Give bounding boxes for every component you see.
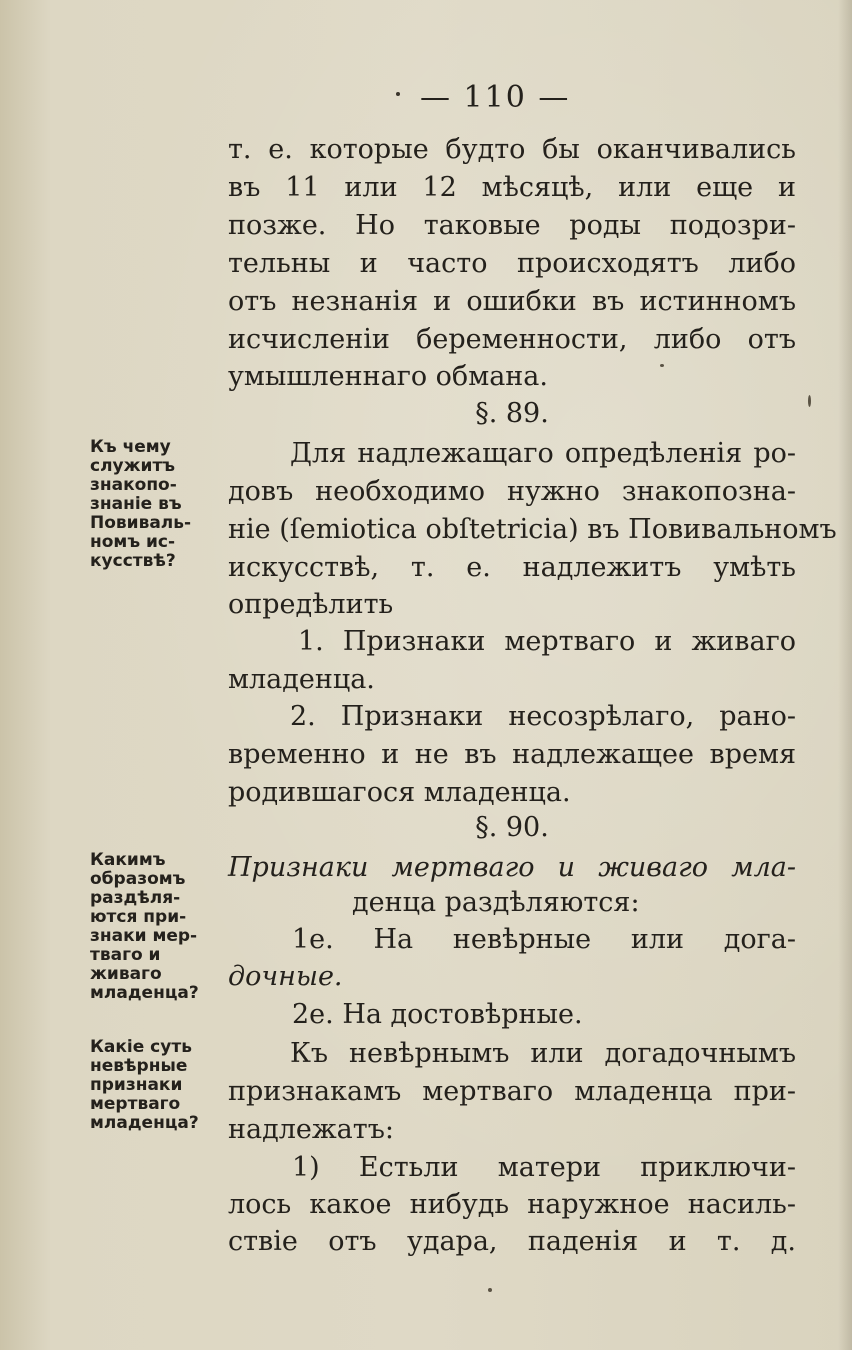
text-line: 1е. На невѣрные или догa- — [292, 924, 796, 955]
marginal-note-line: раздѣля- — [90, 888, 181, 908]
marginal-note-line: младенца? — [90, 983, 199, 1003]
marginal-note — [90, 438, 226, 571]
marginal-note-line: Какіе суть — [90, 1037, 192, 1057]
text-line: ствіе отъ удара, паденія и т. д. — [228, 1226, 796, 1257]
ink-speck — [808, 395, 811, 407]
marginal-note-line: знаніе въ — [90, 494, 182, 514]
marginal-note-line: служитъ — [90, 456, 176, 476]
marginal-note-line: мертваго — [90, 1094, 181, 1114]
text-line: 1) Естьли матери приключи- — [292, 1152, 796, 1183]
marginal-note-line: ются при- — [90, 907, 187, 927]
text-line: дочные. — [228, 961, 343, 992]
text-line: умышленнаго обмана. — [228, 361, 548, 392]
text-line: тельны и часто происходятъ либо — [228, 248, 796, 279]
text-line: опредѣлить — [228, 589, 394, 620]
marginal-note — [90, 1038, 226, 1133]
text-line: признакамъ мертваго младенца при- — [228, 1076, 796, 1107]
text-line: Признаки мертваго и живаго мла- — [228, 852, 796, 883]
text-line: отъ незнанія и ошибки въ истинномъ — [228, 286, 796, 317]
text-line: 2. Признаки несозрѣлаго, рано- — [290, 701, 796, 732]
marginal-note-line: знакопо- — [90, 475, 177, 495]
ink-dot — [396, 92, 400, 96]
text-line: денца раздѣляются: — [352, 887, 640, 918]
ink-speck — [488, 1288, 492, 1292]
marginal-note-line: образомъ — [90, 869, 186, 889]
text-line: т. е. которые будто бы оканчивались — [228, 134, 796, 165]
section-heading: §. 89. — [475, 398, 549, 429]
page-number: — 110 — — [420, 80, 571, 115]
text-line: лось какое нибудь наружное насиль- — [228, 1189, 796, 1220]
text-line: искусствѣ, т. е. надлежитъ умѣть — [228, 552, 796, 583]
text-line: надлежатъ: — [228, 1114, 394, 1145]
marginal-note — [90, 851, 226, 1003]
marginal-note-line: живаго — [90, 964, 162, 984]
ink-speck — [660, 364, 664, 367]
marginal-note-line: невѣрные — [90, 1056, 188, 1076]
marginal-note-line: Какимъ — [90, 850, 166, 870]
text-line: временно и не въ надлежащее время — [228, 739, 796, 770]
marginal-note-line: Повиваль- — [90, 513, 192, 533]
text-line: довъ необходимо нужно знакопозна- — [228, 476, 796, 507]
text-line: Къ невѣрнымъ или догадочнымъ — [290, 1038, 796, 1069]
marginal-note-line: младенца? — [90, 1113, 199, 1133]
text-line: 2е. На достовѣрные. — [292, 999, 583, 1030]
text-line: въ 11 или 12 мѣсяцѣ, или еще и — [228, 172, 796, 203]
marginal-note-line: знаки мер- — [90, 926, 198, 946]
text-line: младенца. — [228, 664, 375, 695]
marginal-note-line: признаки — [90, 1075, 183, 1095]
marginal-note-line: Къ чему — [90, 437, 171, 457]
text-line: 1. Признаки мертваго и живаго — [298, 626, 796, 657]
text-line: ніе (ſemiotica obſtetricia) въ Повивальномъ — [228, 514, 837, 545]
text-line: Для надлежащаго опредѣленія ро- — [290, 438, 796, 469]
marginal-note-line: тваго и — [90, 945, 161, 965]
text-line: родившагося младенца. — [228, 777, 571, 808]
section-heading: §. 90. — [475, 812, 549, 843]
marginal-note-line: кусствѣ? — [90, 551, 176, 571]
text-line: позже. Но таковые роды подозри- — [228, 210, 796, 241]
text-line: исчисленіи беременности, либо отъ — [228, 324, 796, 355]
marginal-note-line: номъ ис- — [90, 532, 176, 552]
